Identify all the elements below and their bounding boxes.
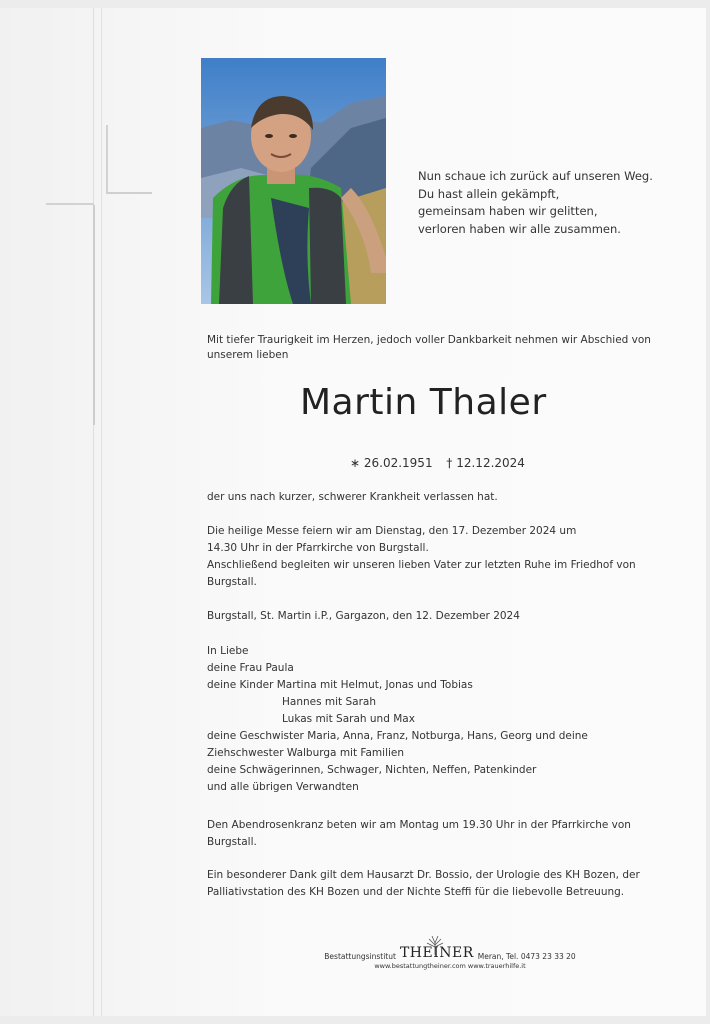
funeral-home-websites: www.bestattungtheiner.com www.trauerhilfe.it <box>374 962 526 970</box>
cross-arm-right <box>106 192 152 194</box>
place-date <box>207 608 677 625</box>
funeral-home-prefix: Bestattungsinstitut <box>324 952 396 961</box>
passing-text <box>207 489 677 506</box>
quote-line: gemeinsam haben wir gelitten, <box>418 204 598 218</box>
mourners-list <box>207 643 677 796</box>
mourner-line: In Liebe <box>207 645 249 657</box>
mourner-line: deine Frau Paula <box>207 662 294 674</box>
birth-date: ∗ 26.02.1951 <box>350 456 433 470</box>
funeral-home-brand: THEINER <box>399 945 474 961</box>
mass-line: Die heilige Messe feiern wir am Dienstag, den 17. Dezember 2024 um <box>207 525 577 537</box>
cross-line <box>93 8 95 1016</box>
quote-line: Nun schaue ich zurück auf unseren Weg. <box>418 169 653 183</box>
mourner-line: deine Geschwister Maria, Anna, Franz, Notburga, Hans, Georg und deine <box>207 730 588 742</box>
mourner-line: Lukas mit Sarah und Max <box>282 713 415 725</box>
memorial-quote <box>418 168 688 238</box>
funeral-mass-text <box>207 523 677 591</box>
mourner-line: Hannes mit Sarah <box>282 696 377 708</box>
place-date-line: Burgstall, St. Martin i.P., Gargazon, den 12. Dezember 2024 <box>207 610 520 622</box>
mourner-line: deine Schwägerinnen, Schwager, Nichten, Neffen, Patenkinder <box>207 764 537 776</box>
intro-text: Mit tiefer Traurigkeit im Herzen, jedoch voller Dankbarkeit nehmen wir Abschied von unserem lieben <box>207 334 651 361</box>
rosary-text <box>207 817 677 851</box>
mass-line: Burgstall. <box>207 576 257 588</box>
passing-line: der uns nach kurzer, schwerer Krankheit verlassen hat. <box>207 491 498 503</box>
rosary-line: Den Abendrosenkranz beten wir am Montag um 19.30 Uhr in der Pfarrkirche von <box>207 819 631 831</box>
mass-line: Anschließend begleiten wir unseren lieben Vater zur letzten Ruhe im Friedhof von <box>207 559 636 571</box>
cross-line-shadow <box>101 8 102 1016</box>
thanks-line: Ein besonderer Dank gilt dem Hausarzt Dr. Bossio, der Urologie des KH Bozen, der <box>207 869 640 881</box>
life-dates <box>350 456 535 470</box>
cross-upper-stem <box>106 125 108 193</box>
quote-line: verloren haben wir alle zusammen. <box>418 221 621 236</box>
thanks-line: Palliativstation des KH Bozen und der Nichte Steffi für die liebevolle Betreuung. <box>207 886 625 898</box>
funeral-home-footer <box>300 945 600 970</box>
funeral-home-contact: Meran, Tel. 0473 23 33 20 <box>477 952 576 961</box>
mourner-line: deine Kinder Martina mit Helmut, Jonas und Tobias <box>207 679 473 691</box>
mourner-line: und alle übrigen Verwandten <box>207 781 359 793</box>
tree-logo-icon <box>422 933 448 955</box>
thanks-text <box>207 867 677 901</box>
deceased-name: Martin Thaler <box>300 382 547 423</box>
death-date: † 12.12.2024 <box>446 456 525 470</box>
portrait-photo <box>201 58 386 304</box>
mourner-line: Ziehschwester Walburga mit Familien <box>207 747 405 759</box>
rosary-line: Burgstall. <box>207 836 257 848</box>
quote-line: Du hast allein gekämpft, <box>418 186 560 201</box>
cross-arm-left <box>46 203 94 205</box>
mass-line: 14.30 Uhr in der Pfarrkirche von Burgstall. <box>207 542 429 554</box>
cross-lower-stem <box>93 205 95 425</box>
